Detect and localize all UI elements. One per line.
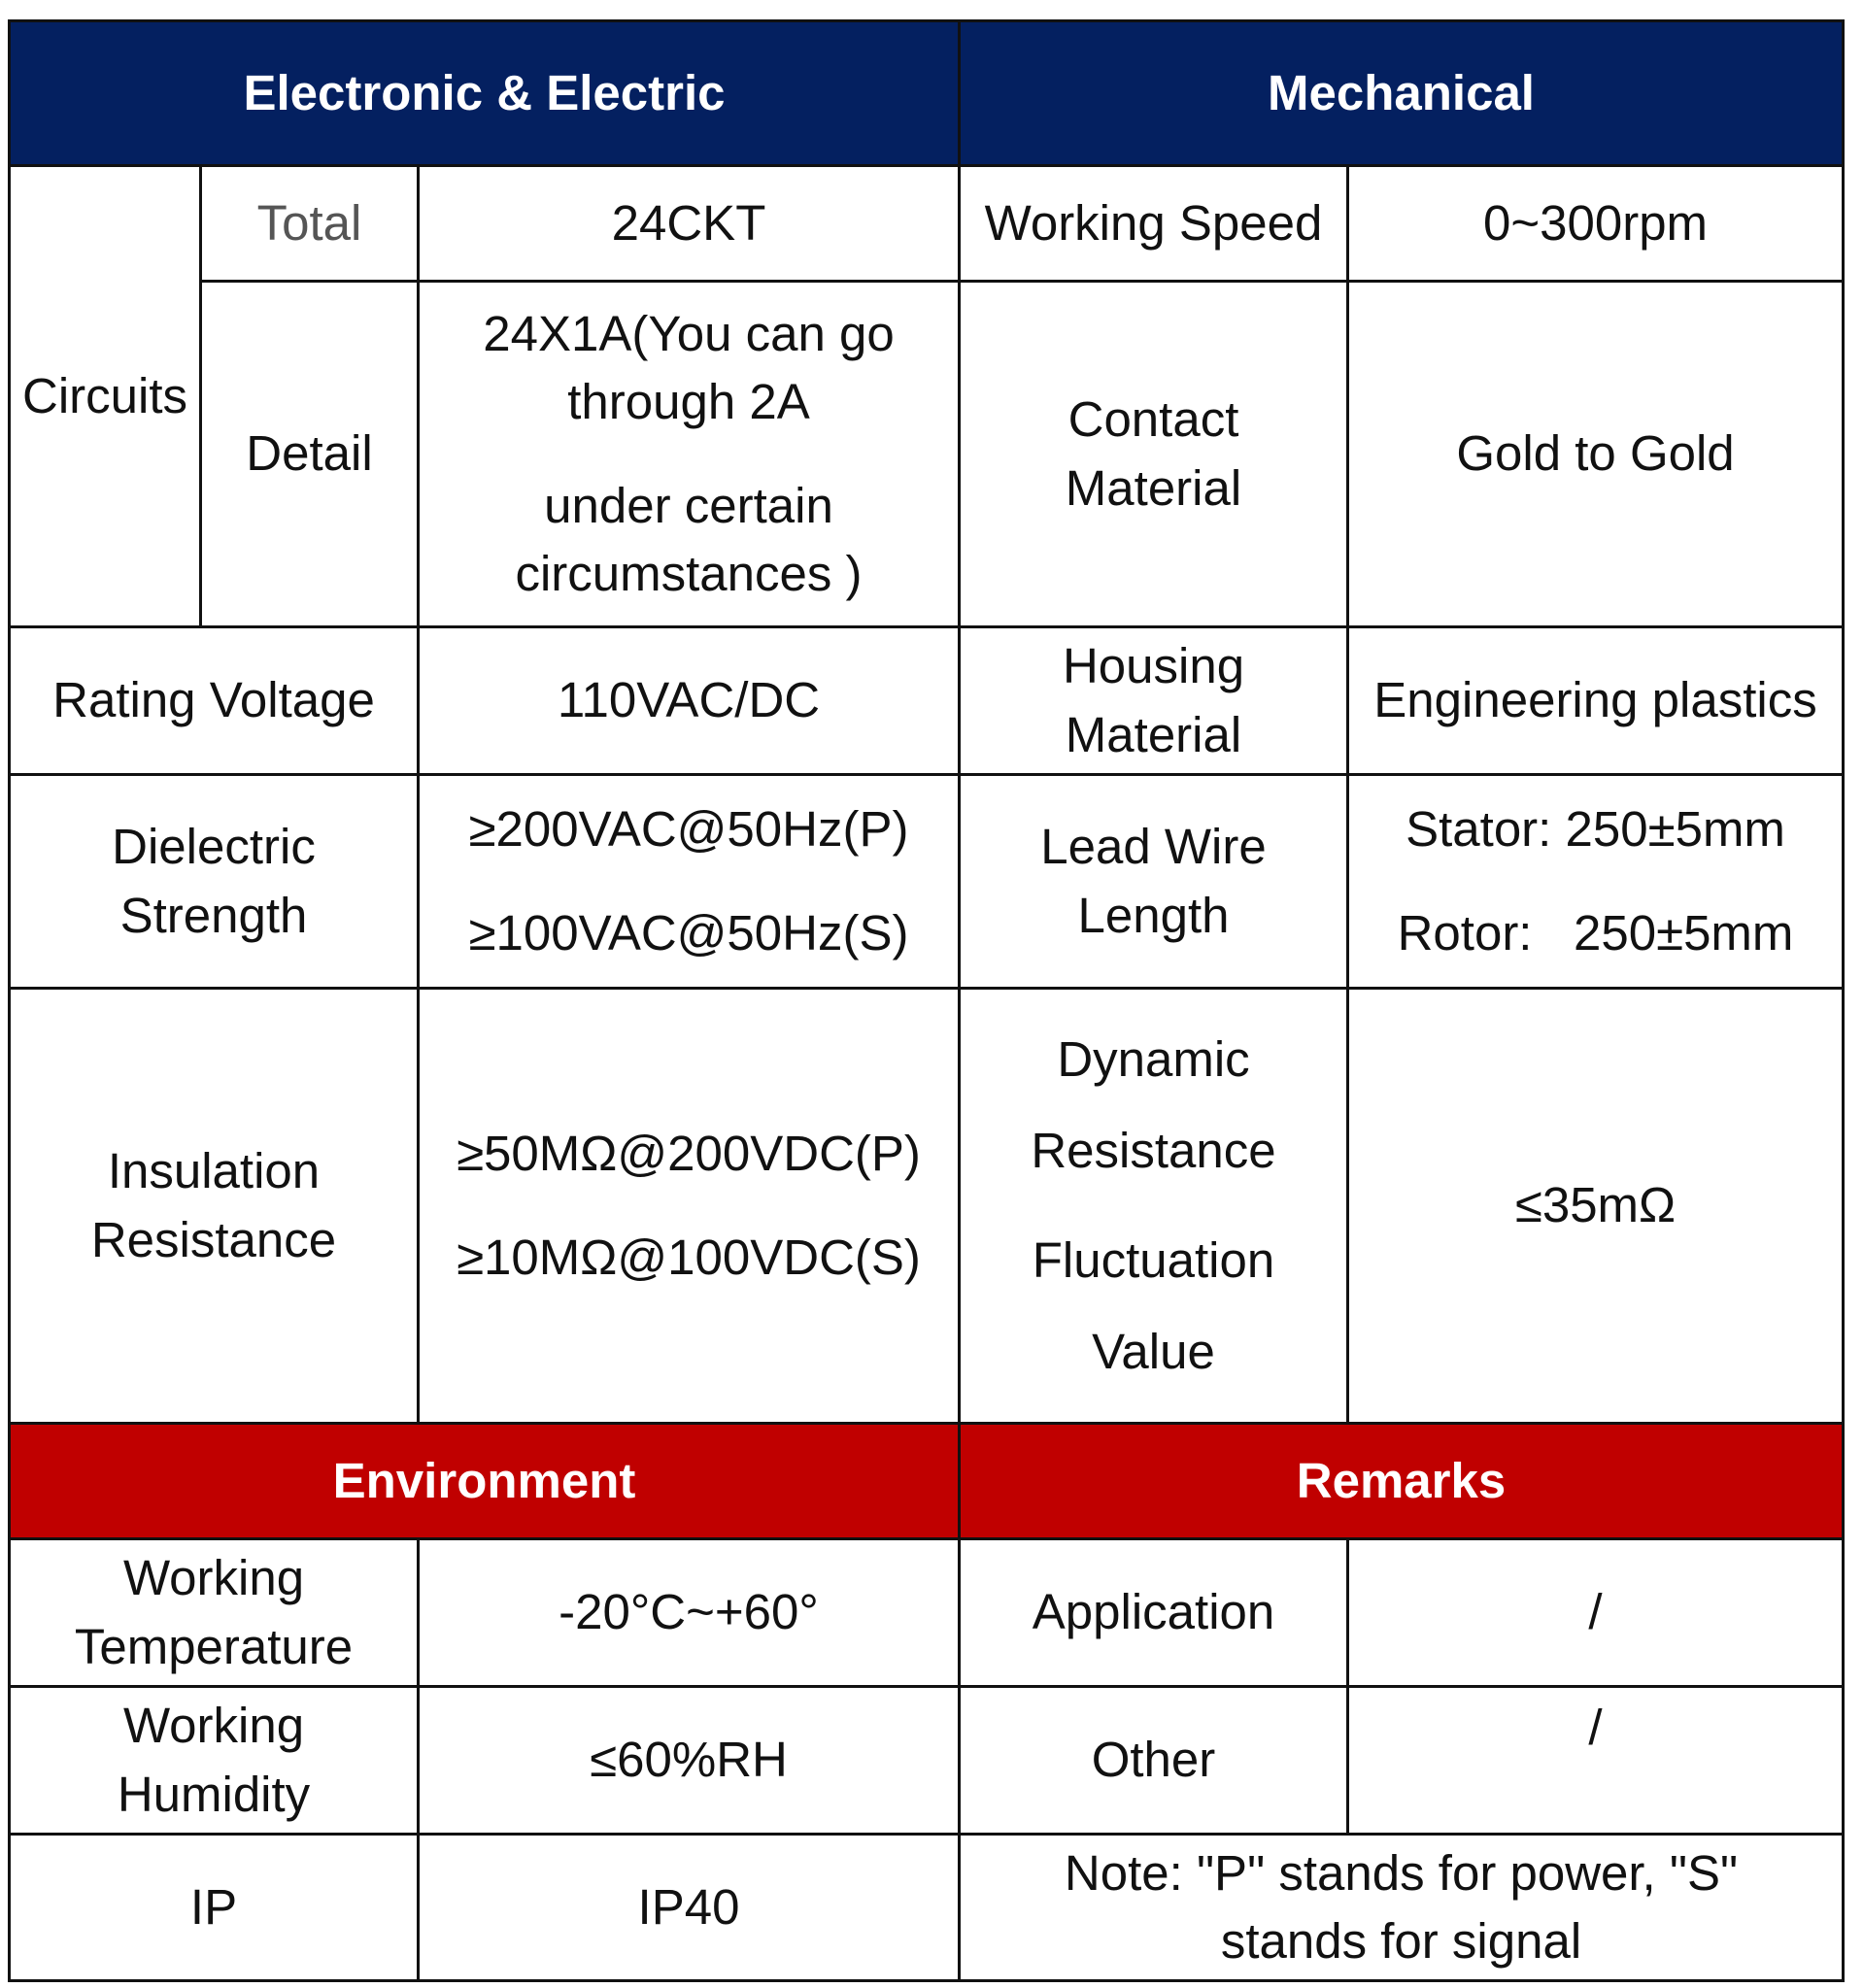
housing-material-value: Engineering plastics xyxy=(1348,627,1844,775)
spec-table xyxy=(8,19,1845,1982)
application-value: / xyxy=(1348,1539,1844,1687)
header-remarks: Remarks xyxy=(960,1424,1844,1539)
insulation-value-line-2: ≥10MΩ@100VDC(S) xyxy=(457,1229,921,1285)
housing-material-label xyxy=(960,627,1348,775)
lead-wire-line-2: Length xyxy=(1077,887,1230,943)
lead-wire-value xyxy=(1348,775,1844,989)
temperature-line-2: Temperature xyxy=(74,1618,354,1674)
table-row-circuits-detail xyxy=(10,282,1844,627)
header-environment: Environment xyxy=(10,1424,960,1539)
contact-material-line-1: Contact xyxy=(1067,391,1239,448)
note-line-1: Note: "P" stands for power, "S" xyxy=(1064,1844,1739,1901)
dynamic-resistance-value: ≤35mΩ xyxy=(1348,989,1844,1424)
other-label: Other xyxy=(960,1687,1348,1835)
application-label: Application xyxy=(960,1539,1348,1687)
contact-material-value: Gold to Gold xyxy=(1348,282,1844,627)
housing-material-line-2: Material xyxy=(1065,706,1242,762)
dielectric-value-line-2: ≥100VAC@50Hz(S) xyxy=(468,904,909,960)
rating-voltage-label: Rating Voltage xyxy=(10,627,419,775)
lead-wire-rotor: Rotor: 250±5mm xyxy=(1397,904,1794,960)
insulation-label xyxy=(10,989,419,1424)
table-row-circuits-total xyxy=(10,166,1844,282)
humidity-line-2: Humidity xyxy=(117,1766,311,1822)
temperature-line-1: Working xyxy=(122,1550,305,1606)
header-row-top xyxy=(10,21,1844,166)
table-row-insulation xyxy=(10,989,1844,1424)
note-text xyxy=(960,1835,1844,1981)
header-electronic: Electronic & Electric xyxy=(10,21,960,166)
working-speed-label: Working Speed xyxy=(960,166,1348,282)
ip-value: IP40 xyxy=(419,1835,960,1981)
detail-label: Detail xyxy=(201,282,419,627)
ip-label: IP xyxy=(10,1835,419,1981)
table-row-dielectric xyxy=(10,775,1844,989)
detail-value xyxy=(419,282,960,627)
housing-material-line-1: Housing xyxy=(1062,638,1245,694)
working-temperature-label xyxy=(10,1539,419,1687)
contact-material-label xyxy=(960,282,1348,627)
circuits-label: Circuits xyxy=(10,166,201,627)
insulation-value-line-1: ≥50MΩ@200VDC(P) xyxy=(457,1126,921,1182)
insulation-value xyxy=(419,989,960,1424)
total-label: Total xyxy=(201,166,419,282)
working-humidity-value: ≤60%RH xyxy=(419,1687,960,1835)
total-value: 24CKT xyxy=(419,166,960,282)
other-value: / xyxy=(1348,1687,1844,1835)
dynamic-resistance-label xyxy=(960,989,1348,1424)
dielectric-line-2: Strength xyxy=(119,887,308,943)
table-row-humidity xyxy=(10,1687,1844,1835)
dynamic-line-1: Dynamic xyxy=(1057,1030,1250,1087)
detail-line-4: circumstances ) xyxy=(515,545,863,601)
dynamic-line-2: Resistance xyxy=(1031,1123,1276,1179)
detail-line-2: through 2A xyxy=(567,374,810,430)
dynamic-line-4: Value xyxy=(1092,1323,1215,1379)
table-row-ip xyxy=(10,1835,1844,1981)
dielectric-value-line-1: ≥200VAC@50Hz(P) xyxy=(468,801,909,858)
insulation-line-2: Resistance xyxy=(90,1211,337,1267)
table-row-rating-voltage xyxy=(10,627,1844,775)
dielectric-label xyxy=(10,775,419,989)
insulation-line-1: Insulation xyxy=(107,1143,321,1199)
detail-line-1: 24X1A(You can go xyxy=(483,305,895,361)
working-humidity-label xyxy=(10,1687,419,1835)
lead-wire-line-1: Lead Wire xyxy=(1040,819,1267,875)
header-mechanical: Mechanical xyxy=(960,21,1844,166)
table-row-temperature xyxy=(10,1539,1844,1687)
lead-wire-stator: Stator: 250±5mm xyxy=(1406,801,1785,858)
rating-voltage-value: 110VAC/DC xyxy=(419,627,960,775)
dynamic-line-3: Fluctuation xyxy=(1032,1231,1275,1288)
note-line-2: stands for signal xyxy=(1220,1913,1582,1969)
working-speed-value: 0~300rpm xyxy=(1348,166,1844,282)
header-row-bottom xyxy=(10,1424,1844,1539)
humidity-line-1: Working xyxy=(122,1698,305,1754)
contact-material-line-2: Material xyxy=(1065,459,1242,516)
lead-wire-label xyxy=(960,775,1348,989)
dielectric-value xyxy=(419,775,960,989)
working-temperature-value: -20°C~+60° xyxy=(419,1539,960,1687)
detail-line-3: under certain xyxy=(544,477,833,533)
dielectric-line-1: Dielectric xyxy=(112,819,316,875)
